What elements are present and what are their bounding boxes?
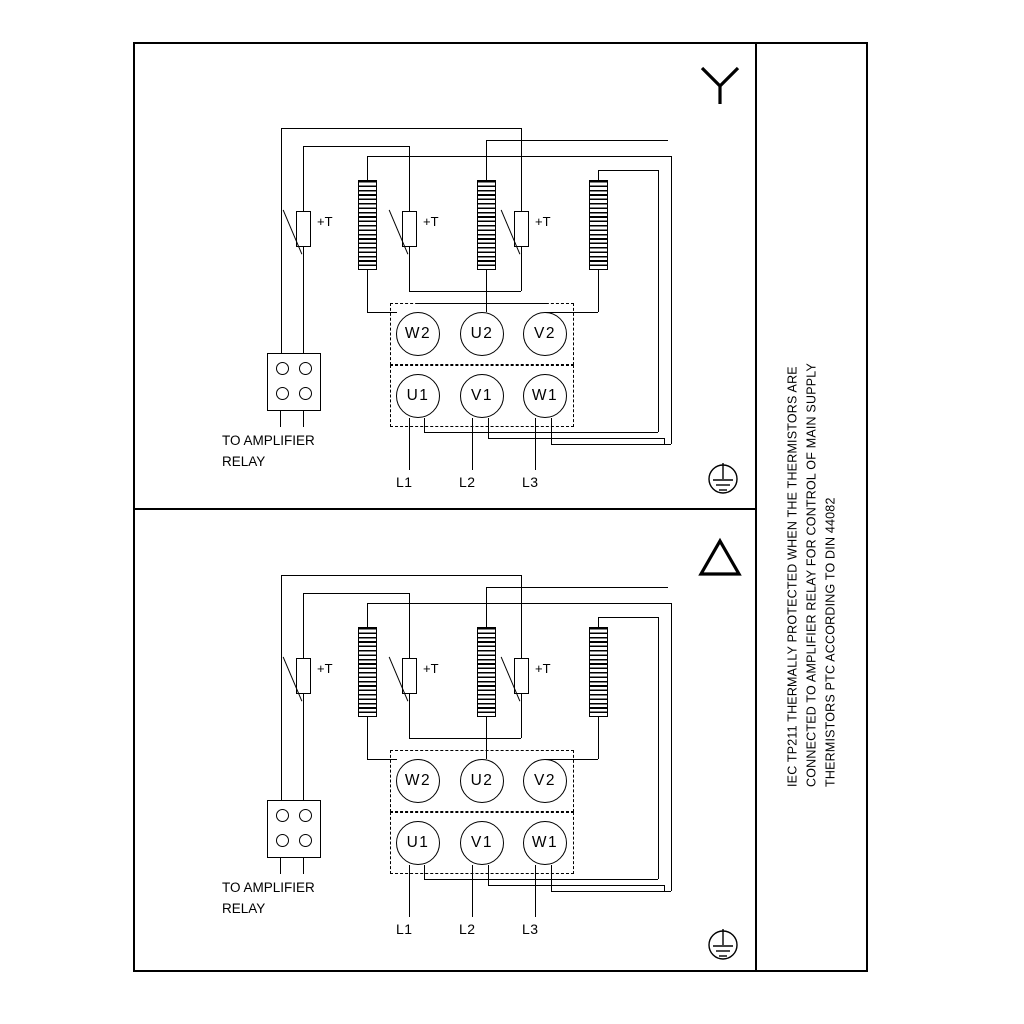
terminal-w1: W1 [523,821,567,865]
motor-winding-coil [358,180,377,270]
wire [488,885,664,886]
thermistor-label: +T [423,661,439,676]
terminal-u2: U2 [460,312,504,356]
wire [488,438,664,439]
terminal-v1: V1 [460,374,504,418]
wire [488,418,489,438]
wire [521,246,522,291]
wire [409,593,410,637]
ptc-thermistor-icon [296,211,311,247]
wire [551,865,552,891]
wire [409,738,521,739]
supply-label-l2: L2 [459,474,476,490]
supply-label-l3: L3 [522,921,539,937]
wire [598,617,599,629]
amplifier-terminal-block [267,800,321,858]
terminal-v1: V1 [460,821,504,865]
thermistor-label: +T [423,214,439,229]
wire [664,438,665,444]
supply-line-l3 [535,418,536,470]
wire [409,146,410,190]
thermistor-label: +T [535,661,551,676]
wire [598,270,599,312]
terminal-v2: V2 [523,312,567,356]
wire [280,411,281,427]
wire [409,637,410,659]
motor-winding-coil [589,627,608,717]
supply-label-l2: L2 [459,921,476,937]
wire [303,246,304,368]
wire [486,270,487,312]
terminal-w2: W2 [396,759,440,803]
wire [598,717,599,759]
supply-label-l1: L1 [396,474,413,490]
motor-winding-coil [477,627,496,717]
wire [486,587,668,588]
terminal-w1: W1 [523,374,567,418]
terminal-group-outline-bottom [390,812,574,874]
wire [488,865,489,885]
wire [281,128,282,360]
wire [303,593,304,637]
wire [303,146,409,147]
amplifier-terminal-block [267,353,321,411]
wire [303,693,304,815]
wire [281,575,521,576]
wire [303,190,304,212]
ptc-thermistor-icon [402,658,417,694]
wire [409,291,521,292]
wire [367,156,368,180]
wire [367,156,671,157]
wire [521,637,522,659]
terminal-u2: U2 [460,759,504,803]
wire [545,759,598,760]
wire [303,858,304,874]
wire [367,717,368,759]
supply-line-l2 [472,865,473,917]
note-line-1: IEC TP211 THERMALLY PROTECTED WHEN THE THERMISTORS ARE [785,366,800,787]
wire [424,865,425,879]
wire [521,693,522,738]
wire [367,603,671,604]
wire [486,717,487,759]
terminal-w2: W2 [396,312,440,356]
thermistor-label: +T [317,661,333,676]
ptc-thermistor-icon [296,658,311,694]
wire [303,637,304,659]
wire [367,759,397,760]
terminal-v2: V2 [523,759,567,803]
wire [671,156,672,444]
wire [281,128,521,129]
thermistor-label: +T [535,214,551,229]
wire [409,190,410,212]
wire [658,170,659,432]
note-line-3: THERMISTORS PTC ACCORDING TO DIN 44082 [823,497,838,787]
amplifier-relay-label-line1: TO AMPLIFIER [222,880,315,895]
amplifier-relay-label-line1: TO AMPLIFIER [222,433,315,448]
supply-label-l3: L3 [522,474,539,490]
wire [664,885,665,891]
supply-line-l3 [535,865,536,917]
note-line-2: CONNECTED TO AMPLIFIER RELAY FOR CONTROL OF MAIN SUPPLY [804,362,819,787]
wire [367,312,397,313]
star-y-icon [697,62,743,108]
wire [303,146,304,190]
panel-divider [133,508,756,510]
ptc-thermistor-icon [514,658,529,694]
terminal-u1: U1 [396,374,440,418]
motor-winding-coil [358,627,377,717]
wire [367,603,368,627]
ptc-thermistor-icon [402,211,417,247]
wire [486,587,487,627]
wire [521,128,522,190]
motor-winding-coil [477,180,496,270]
wire [598,617,658,618]
wire [486,140,668,141]
wire [598,170,658,171]
wire [521,575,522,637]
terminal-group-outline-bottom [390,365,574,427]
wire [545,312,598,313]
wire [303,593,409,594]
ptc-thermistor-icon [514,211,529,247]
wire [671,603,672,891]
wire [551,418,552,444]
wire [303,411,304,427]
wire [486,140,487,180]
wire [658,617,659,879]
wire [424,432,658,433]
wire [424,418,425,432]
supply-line-l2 [472,418,473,470]
wire [281,575,282,807]
wire [424,879,658,880]
wire [551,444,671,445]
motor-winding-coil [589,180,608,270]
delta-triangle-icon [697,537,743,579]
amplifier-relay-label-line2: RELAY [222,901,266,916]
amplifier-relay-label-line2: RELAY [222,454,266,469]
thermistor-label: +T [317,214,333,229]
wire [551,891,671,892]
wire [409,693,410,738]
wire [280,858,281,874]
supply-line-l1 [409,865,410,917]
wire [598,170,599,182]
wire [367,270,368,312]
wire [409,246,410,291]
wire [521,190,522,212]
supply-label-l1: L1 [396,921,413,937]
terminal-u1: U1 [396,821,440,865]
earth-ground-icon [700,926,746,966]
star-bridge-wire [418,303,546,304]
earth-ground-icon [700,460,746,500]
notes-column [756,42,868,972]
supply-line-l1 [409,418,410,470]
